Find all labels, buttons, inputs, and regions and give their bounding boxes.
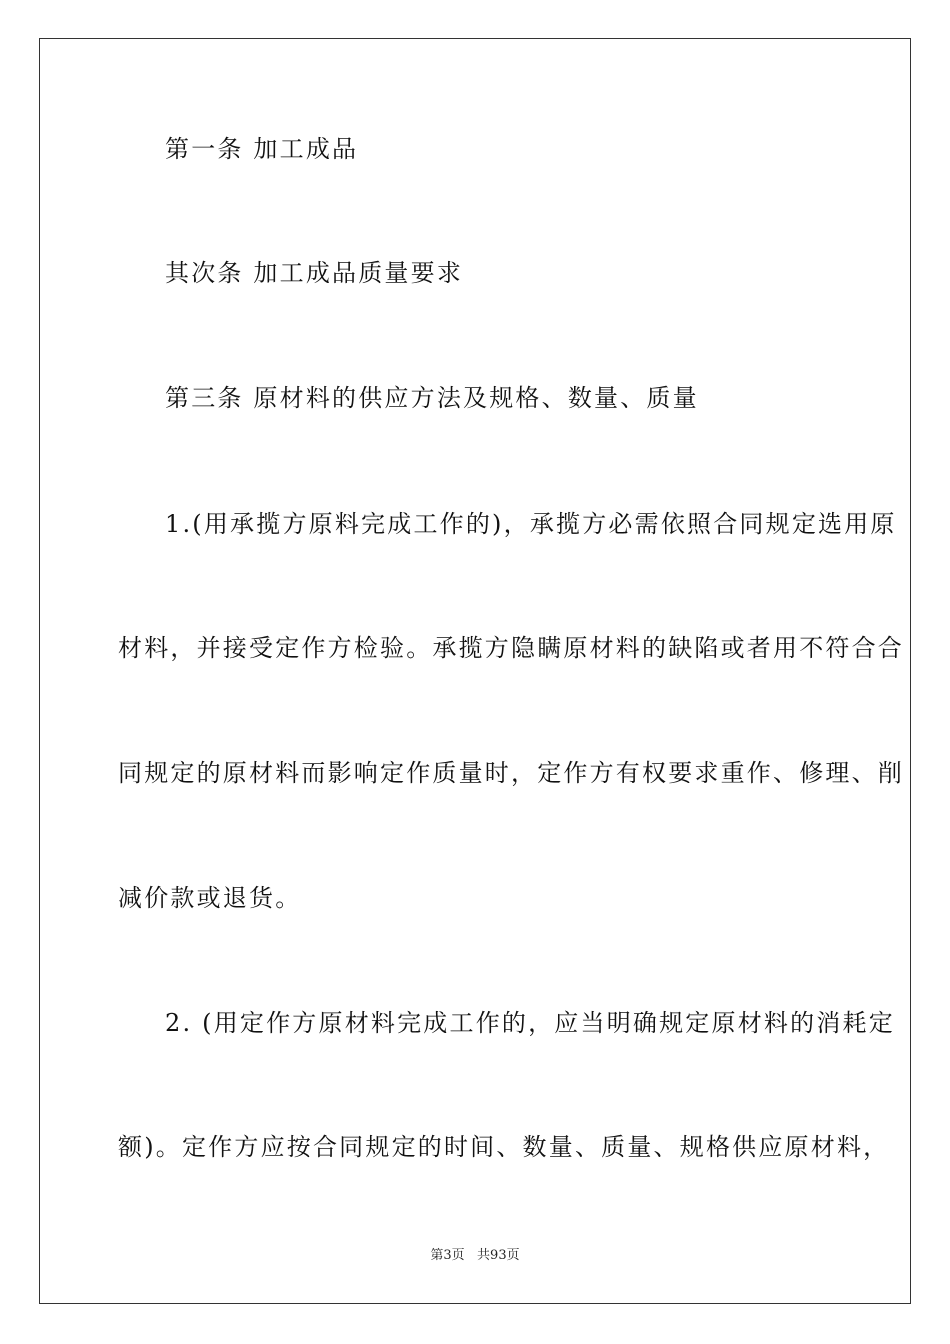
paragraph-1-line-1: 1.(用承揽方原料完成工作的)，承揽方必需依照合同规定选用原 — [165, 510, 897, 538]
page-number-footer: 第3页 共93页 — [430, 1248, 520, 1263]
paragraph-1-line-2: 材料，并接受定作方检验。承揽方隐瞒原材料的缺陷或者用不符合合 — [118, 634, 904, 662]
paragraph-1-line-4: 减价款或退货。 — [118, 884, 302, 912]
page-border — [39, 38, 911, 1304]
paragraph-1-line-3: 同规定的原材料而影响定作质量时，定作方有权要求重作、修理、削 — [118, 759, 904, 787]
paragraph-2-line-1: 2. (用定作方原材料完成工作的，应当明确规定原材料的消耗定 — [165, 1009, 895, 1037]
article-2-heading: 其次条 加工成品质量要求 — [165, 259, 464, 287]
article-1-heading: 第一条 加工成品 — [165, 135, 359, 163]
paragraph-2-line-2: 额)。定作方应按合同规定的时间、数量、质量、规格供应原材料， — [118, 1133, 890, 1161]
article-3-heading: 第三条 原材料的供应方法及规格、数量、质量 — [165, 384, 699, 412]
